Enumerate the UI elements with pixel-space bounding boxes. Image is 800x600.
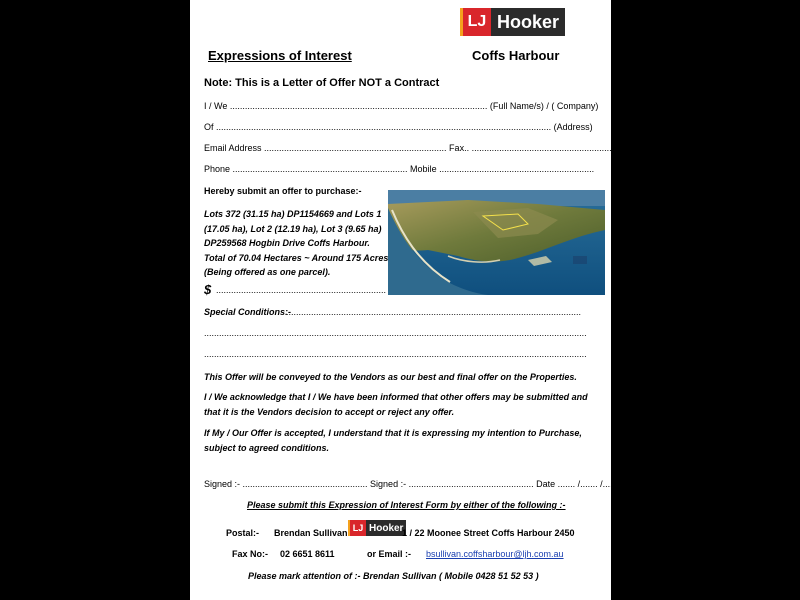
email-fax-field[interactable]: Email Address ......................................................................... Fax.. .........................................................	[204, 143, 615, 153]
special-conditions-line-2[interactable]: .........................................................................................................................................................	[204, 328, 587, 338]
fax-number: 02 6651 8611	[280, 549, 335, 559]
attention-line: Please mark attention of :- Brendan Sullivan ( Mobile 0428 51 52 53 )	[248, 571, 539, 581]
signature-date-line[interactable]: Signed :- .................................................. Signed :- .................................................. Date ....... /....... /.......	[204, 479, 621, 489]
lot-line: Total of 70.04 Hectares ~ Around 175 Acres	[204, 252, 389, 263]
lot-line: (Being offered as one parcel).	[204, 267, 331, 277]
lot-line: (17.05 ha), Lot 2 (12.19 ha), Lot 3 (9.65 ha)	[204, 223, 382, 234]
special-conditions-line-1[interactable]: ......................................................................................................................	[286, 307, 582, 317]
special-conditions-label: Special Conditions:-	[204, 307, 292, 317]
special-conditions-line-3[interactable]: .........................................................................................................................................................	[204, 349, 587, 359]
offer-amount-field[interactable]: ....................................................................	[216, 285, 387, 295]
email-link[interactable]: bsullivan.coffsharbour@ljh.com.au	[426, 549, 564, 559]
lj-hooker-logo: LJ Hooker	[460, 8, 565, 36]
lot-line: Lots 372 (31.15 ha) DP1154669 and Lots 1	[204, 209, 382, 219]
address-field[interactable]: Of ...................................................................................................................................... (Address)	[204, 122, 593, 132]
offer-heading: Hereby submit an offer to purchase:-	[204, 186, 362, 196]
acknowledgement-line-2: that it is the Vendors decision to accept or reject any offer.	[204, 407, 455, 417]
aerial-photo-graphic	[388, 190, 605, 295]
intention-line-2: subject to agreed conditions.	[204, 443, 330, 453]
postal-address: 1 / 22 Moonee Street Coffs Harbour 2450	[402, 528, 575, 538]
submit-instructions: Please submit this Expression of Interest Form by either of the following :-	[247, 500, 566, 510]
postal-label: Postal:-	[226, 528, 260, 538]
name-field[interactable]: I / We ....................................................................................................... (Full Name/s) / ( Company)	[204, 101, 599, 111]
lot-description	[204, 207, 388, 280]
acknowledgement-line-1: I / We acknowledge that I / We have been informed that other offers may be submitted and	[204, 392, 588, 402]
aerial-property-photo	[388, 190, 605, 295]
fax-label: Fax No:-	[232, 549, 268, 559]
intention-line-1: If My / Our Offer is accepted, I understand that it is expressing my intention to Purchase,	[204, 428, 582, 438]
offer-form-page	[190, 0, 621, 600]
lj-hooker-small-logo: LJ Hooker	[348, 520, 406, 536]
email-label: or Email :-	[367, 549, 412, 559]
form-title: Expressions of Interest	[208, 48, 352, 63]
offer-note: Note: This is a Letter of Offer NOT a Contract	[204, 77, 440, 89]
location-title: Coffs Harbour	[472, 48, 560, 63]
agent-name: Brendan Sullivan	[274, 528, 348, 538]
best-final-offer-statement: This Offer will be conveyed to the Vendors as our best and final offer on the Properties.	[204, 372, 577, 382]
dollar-sign: $	[204, 282, 212, 297]
phone-mobile-field[interactable]: Phone ...................................................................... Mobile ..............................................................	[204, 164, 595, 174]
lot-line: DP259568 Hogbin Drive Coffs Harbour.	[204, 238, 370, 248]
